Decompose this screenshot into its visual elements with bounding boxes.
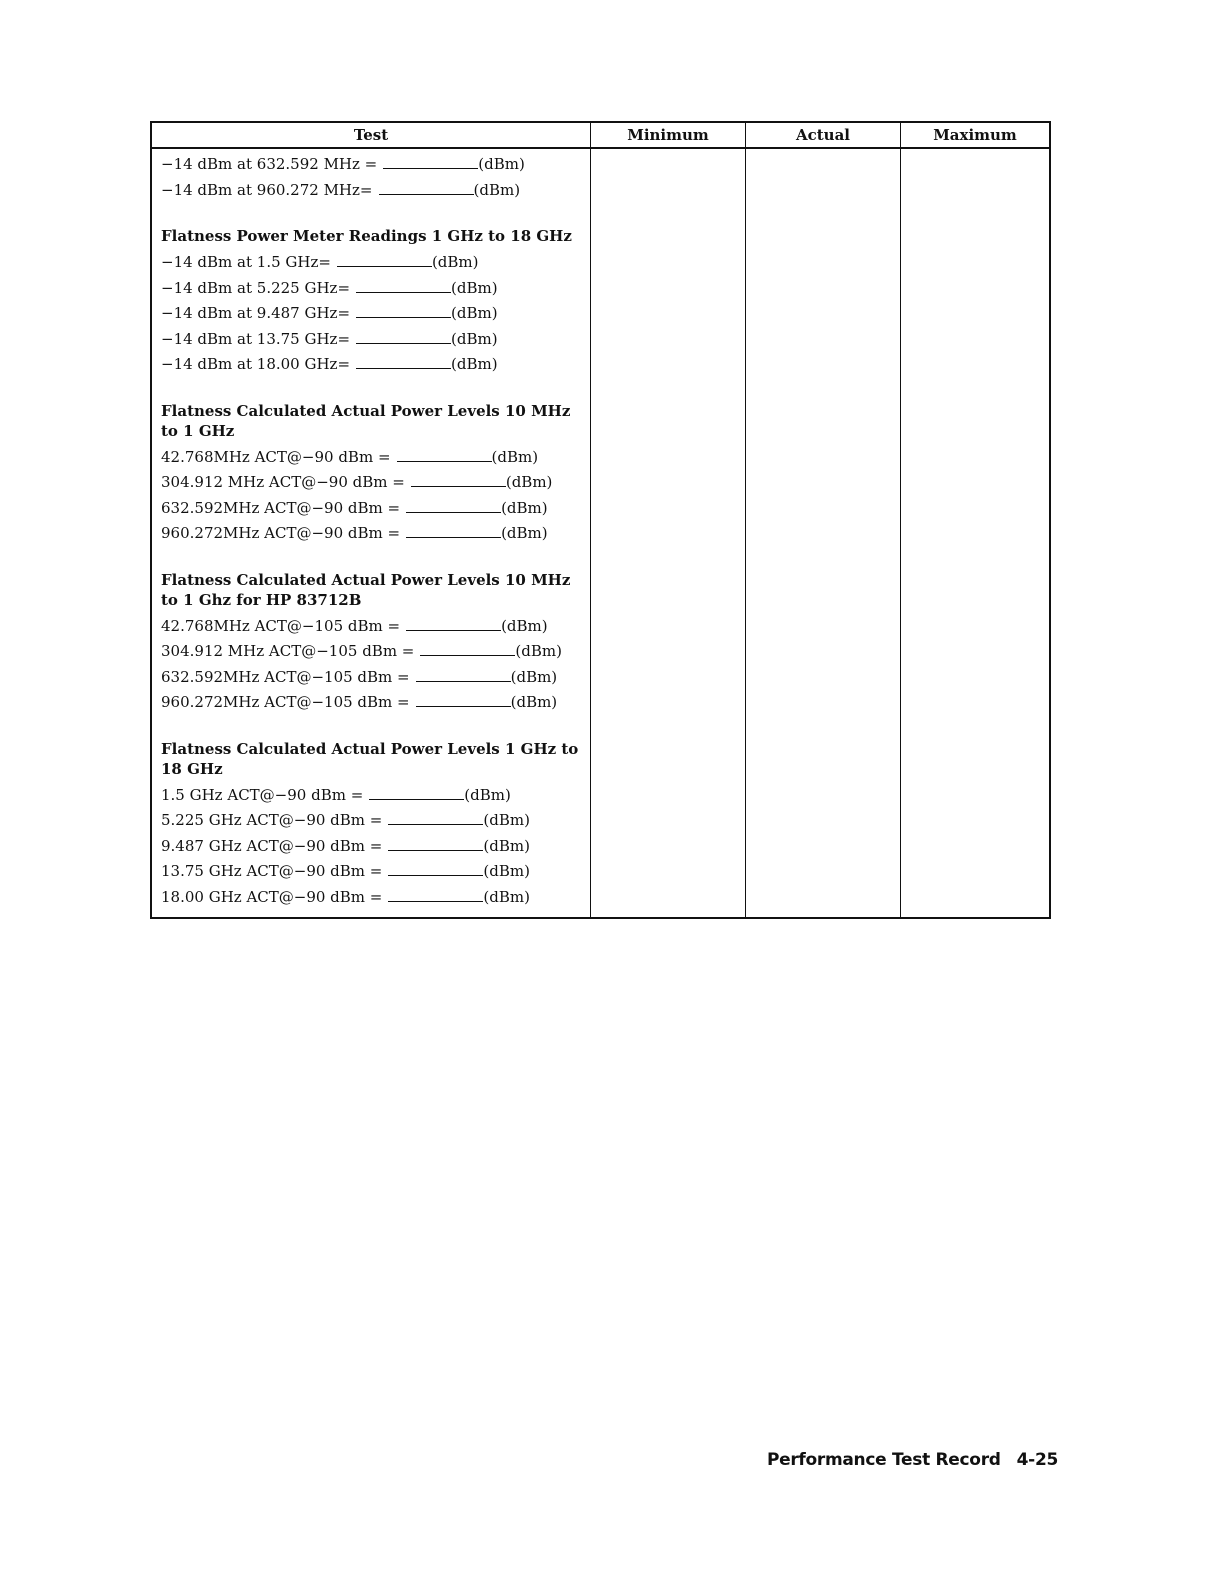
test-row [161,470,590,496]
test-row-label: −14 dBm at 1.5 GHz= [161,253,331,271]
test-row-label: −14 dBm at 632.592 MHz = [161,155,378,173]
entry-blank-line[interactable] [406,616,501,631]
test-row [161,250,590,276]
test-row [161,690,590,716]
test-row-label: −14 dBm at 18.00 GHz= [161,355,351,373]
test-row [161,276,590,302]
test-row-label: −14 dBm at 5.225 GHz= [161,278,351,297]
entry-blank-line[interactable] [406,523,501,538]
unit-label: (dBm) [491,447,539,466]
entry-blank-line[interactable] [416,692,511,707]
header-minimum: Minimum [590,123,745,147]
unit-label: (dBm) [501,498,548,517]
test-row-label: 1.5 GHz ACT@−90 dBm = [161,785,364,804]
test-row-label: −14 dBm at 13.75 GHz= [161,329,351,348]
entry-blank-line[interactable] [406,498,501,513]
performance-test-record-table [150,121,1051,919]
test-row [161,327,590,353]
unit-label: (dBm) [483,887,530,906]
entry-blank-line[interactable] [388,887,483,902]
unit-label: (dBm) [510,693,558,711]
test-row [161,783,590,809]
test-row-label: 960.272MHz ACT@−90 dBm = [161,524,401,542]
test-row [161,352,590,378]
entry-blank-line[interactable] [337,252,432,267]
entry-blank-line[interactable] [356,354,451,369]
test-row-label: 960.272MHz ACT@−105 dBm = [161,693,410,711]
unit-label: (dBm) [451,355,498,373]
test-row [161,496,590,522]
unit-label: (dBm) [501,524,548,542]
test-row-label: 304.912 MHz ACT@−90 dBm = [161,473,405,491]
section-title: Flatness Calculated Actual Power Levels 10 MHz to 1 GHz [161,401,571,440]
entry-blank-line[interactable] [379,180,474,195]
test-row-label: 42.768MHz ACT@−105 dBm = [161,616,401,635]
test-column [152,149,590,917]
entry-blank-line[interactable] [369,785,464,800]
test-row-label: 42.768MHz ACT@−90 dBm = [161,447,391,466]
entry-blank-line[interactable] [356,329,451,344]
entry-blank-line[interactable] [420,641,515,656]
entry-blank-line[interactable] [388,861,483,876]
entry-blank-line[interactable] [397,447,492,462]
test-row-label: 9.487 GHz ACT@−90 dBm = [161,836,383,855]
unit-label: (dBm) [483,811,530,829]
test-row [161,152,590,178]
test-row-label: 13.75 GHz ACT@−90 dBm = [161,862,383,880]
unit-label: (dBm) [464,785,511,804]
table-header-row [152,123,1049,149]
unit-label: (dBm) [451,329,498,348]
page-footer [767,1450,1058,1470]
unit-label: (dBm) [451,304,498,322]
unit-label: (dBm) [478,155,525,173]
minimum-column [590,149,745,917]
section-title: Flatness Calculated Actual Power Levels 1 GHz to 18 GHz [161,739,579,778]
test-row [161,614,590,640]
unit-label: (dBm) [515,642,562,660]
unit-label: (dBm) [483,836,530,855]
test-row-label: 632.592MHz ACT@−105 dBm = [161,667,410,686]
actual-column [745,149,900,917]
unit-label: (dBm) [483,862,530,880]
test-row [161,445,590,471]
test-row [161,521,590,547]
entry-blank-line[interactable] [356,278,451,293]
maximum-column [900,149,1049,917]
unit-label: (dBm) [501,616,548,635]
unit-label: (dBm) [473,180,521,199]
entry-blank-line[interactable] [411,472,506,487]
section-title: Flatness Calculated Actual Power Levels 10 MHz to 1 Ghz for HP 83712B [161,570,571,609]
test-row-label: 632.592MHz ACT@−90 dBm = [161,498,401,517]
page-number: 4-25 [1016,1450,1058,1470]
unit-label: (dBm) [431,253,479,271]
test-row [161,178,590,204]
unit-label: (dBm) [510,667,558,686]
header-actual: Actual [745,123,900,147]
test-row-label: 5.225 GHz ACT@−90 dBm = [161,811,383,829]
test-row-label: −14 dBm at 960.272 MHz= [161,180,373,199]
entry-blank-line[interactable] [416,667,511,682]
header-test: Test [353,126,389,144]
test-row-label: 18.00 GHz ACT@−90 dBm = [161,887,383,906]
section-title: Flatness Power Meter Readings 1 GHz to 18 GHz [161,227,572,245]
unit-label: (dBm) [505,473,553,491]
header-maximum: Maximum [900,123,1049,147]
footer-section-title: Performance Test Record [766,1450,1001,1470]
unit-label: (dBm) [451,278,498,297]
table-body [152,149,1049,917]
test-row [161,885,590,911]
entry-blank-line[interactable] [388,810,483,825]
entry-blank-line[interactable] [356,303,451,318]
test-row [161,665,590,691]
test-row [161,301,590,327]
test-row [161,639,590,665]
test-row [161,834,590,860]
entry-blank-line[interactable] [383,154,478,169]
test-row-label: 304.912 MHz ACT@−105 dBm = [161,642,415,660]
test-row [161,808,590,834]
test-row-label: −14 dBm at 9.487 GHz= [161,304,351,322]
entry-blank-line[interactable] [388,836,483,851]
test-row [161,859,590,885]
